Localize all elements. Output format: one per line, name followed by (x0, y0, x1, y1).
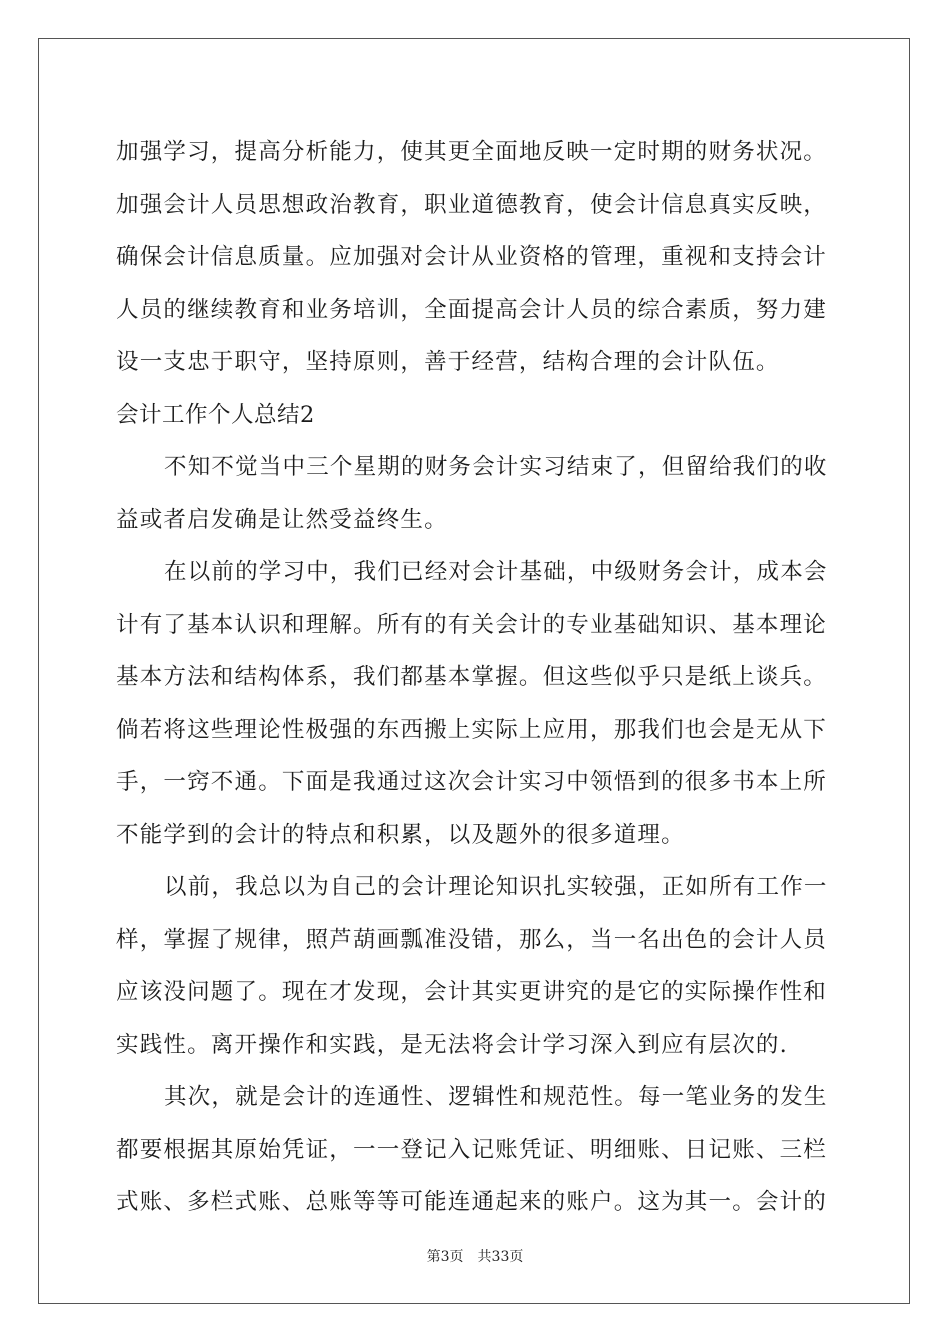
text-line: 确保会计信息质量。应加强对会计从业资格的管理，重视和支持会计 (116, 244, 828, 270)
text-line: 其次，就是会计的连通性、逻辑性和规范性。每一笔业务的发生 (164, 1084, 828, 1110)
text-line: 都要根据其原始凭证，一一登记入记账凭证、明细账、日记账、三栏 (116, 1136, 828, 1163)
text-line: 手，一窍不通。下面是我通过这次会计实习中领悟到的很多书本上所 (116, 769, 828, 795)
text-line: 以前，我总以为自己的会计理论知识扎实较强，正如所有工作一 (164, 874, 828, 900)
text-line: 计有了基本认识和理解。所有的有关会计的专业基础知识、基本理论 (116, 611, 828, 638)
page-number: 第3页 (426, 1249, 464, 1265)
text-line: 不知不觉当中三个星期的财务会计实习结束了，但留给我们的收 (164, 454, 828, 480)
text-line: 在以前的学习中，我们已经对会计基础，中级财务会计，成本会 (164, 559, 828, 585)
text-line: 加强学习，提高分析能力，使其更全面地反映一定时期的财务状况。 (116, 139, 828, 165)
text-line: 样，掌握了规律，照芦葫画瓢准没错，那么，当一名出色的会计人员 (116, 926, 828, 953)
text-line: 式账、多栏式账、总账等等可能连通起来的账户。这为其一。会计的 (116, 1189, 828, 1215)
text-line: 益或者启发确是让然受益终生。 (116, 506, 448, 533)
text-line: 不能学到的会计的特点和积累，以及题外的很多道理。 (116, 821, 685, 848)
document-body (116, 126, 834, 1229)
text-line: 设一支忠于职守，坚持原则，善于经营，结构合理的会计队伍。 (116, 349, 780, 375)
text-line: 倘若将这些理论性极强的东西搬上实际上应用，那我们也会是无从下 (116, 716, 828, 743)
text-line: 实践性。离开操作和实践，是无法将会计学习深入到应有层次的. (116, 1031, 788, 1058)
page-total: 共33页 (477, 1249, 524, 1265)
text-line: 应该没问题了。现在才发现，会计其实更讲究的是它的实际操作性和 (116, 979, 828, 1005)
text-line: 加强会计人员思想政治教育，职业道德教育，使会计信息真实反映， (116, 191, 828, 218)
page-footer (0, 1247, 950, 1267)
section-heading: 会计工作个人总结2 (116, 401, 315, 428)
text-line: 基本方法和结构体系，我们都基本掌握。但这些似乎只是纸上谈兵。 (116, 664, 828, 690)
text-line: 人员的继续教育和业务培训，全面提高会计人员的综合素质，努力建 (116, 296, 828, 323)
